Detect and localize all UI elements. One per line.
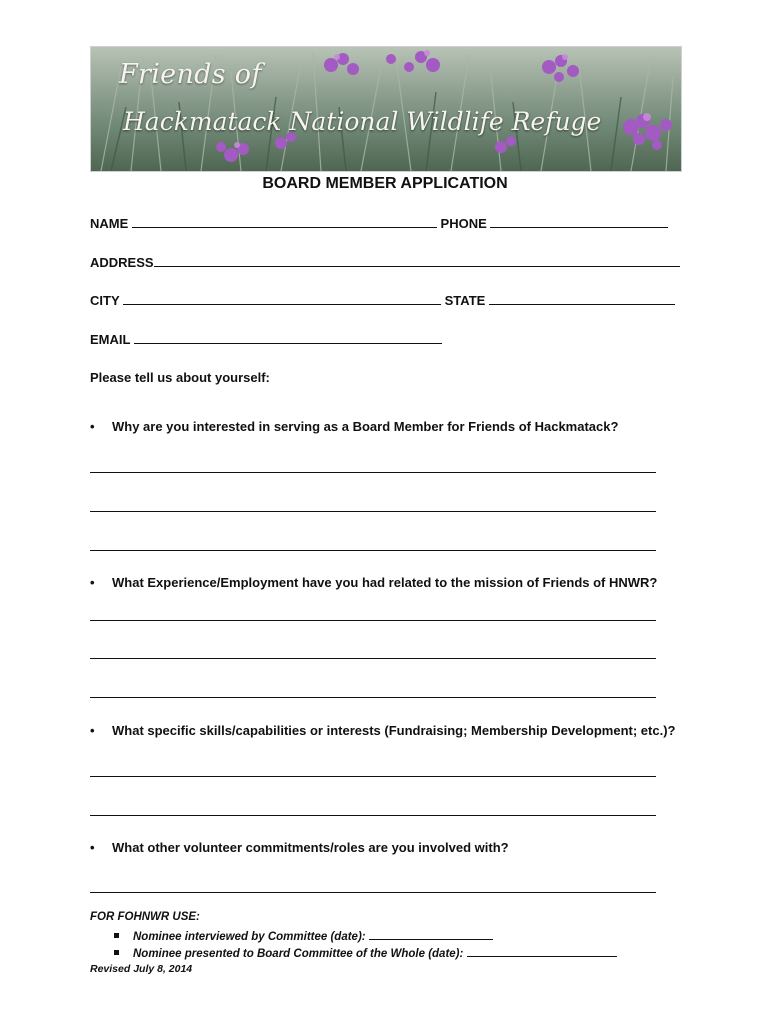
question-3-text: What specific skills/capabilities or interests (Fundraising; Membership Development; etc.)? [112,723,676,738]
name-phone-row [90,215,668,231]
revision-date: Revised July 8, 2014 [90,963,193,975]
answer-4-line-1[interactable] [90,892,656,893]
answer-3-line-2[interactable] [90,815,656,816]
email-row [90,331,442,347]
email-label: EMAIL [90,332,131,347]
answer-1-line-1[interactable] [90,472,656,473]
state-field[interactable] [489,292,675,305]
question-2 [90,575,657,590]
office-use-heading: FOR FOHNWR USE: [90,911,200,923]
phone-field[interactable] [490,215,668,228]
city-state-row [90,292,675,308]
question-4 [90,840,509,855]
answer-1-line-2[interactable] [90,511,656,512]
banner-title-line-2: Hackmatack National Wildlife Refuge [123,107,602,136]
bullet-icon: • [90,840,95,855]
bullet-icon: • [90,723,95,738]
answer-2-line-2[interactable] [90,658,656,659]
question-3 [90,723,675,738]
bullet-icon: • [90,575,95,590]
answer-2-line-1[interactable] [90,620,656,621]
city-field[interactable] [123,292,441,305]
question-4-text: What other volunteer commitments/roles are you involved with? [112,840,509,855]
office-use-item-interviewed [114,929,493,943]
office-use-item-2-text: Nominee presented to Board Committee of the Whole (date): [133,948,464,960]
square-bullet-icon [114,950,119,955]
bullet-icon: • [90,419,95,434]
address-label: ADDRESS [90,255,154,270]
question-1-text: Why are you interested in serving as a Board Member for Friends of Hackmatack? [112,419,619,434]
office-use-item-1-text: Nominee interviewed by Committee (date): [133,931,366,943]
phone-label: PHONE [440,216,487,231]
office-use-item-presented [114,946,617,960]
presented-date-field[interactable] [467,946,617,957]
answer-1-line-3[interactable] [90,550,656,551]
email-field[interactable] [134,331,442,344]
page-title: BOARD MEMBER APPLICATION [262,175,508,192]
city-label: CITY [90,293,120,308]
banner-image [90,46,682,172]
interview-date-field[interactable] [369,929,493,940]
answer-3-line-1[interactable] [90,776,656,777]
name-field[interactable] [132,215,437,228]
name-label: NAME [90,216,129,231]
address-field[interactable] [154,254,680,267]
question-1 [90,419,618,434]
square-bullet-icon [114,933,119,938]
answer-2-line-3[interactable] [90,697,656,698]
address-row [90,254,680,270]
state-label: STATE [444,293,486,308]
intro-prompt: Please tell us about yourself: [90,370,270,385]
banner-title-line-1: Friends of [119,59,262,90]
question-2-text: What Experience/Employment have you had related to the mission of Friends of HNWR? [112,575,658,590]
